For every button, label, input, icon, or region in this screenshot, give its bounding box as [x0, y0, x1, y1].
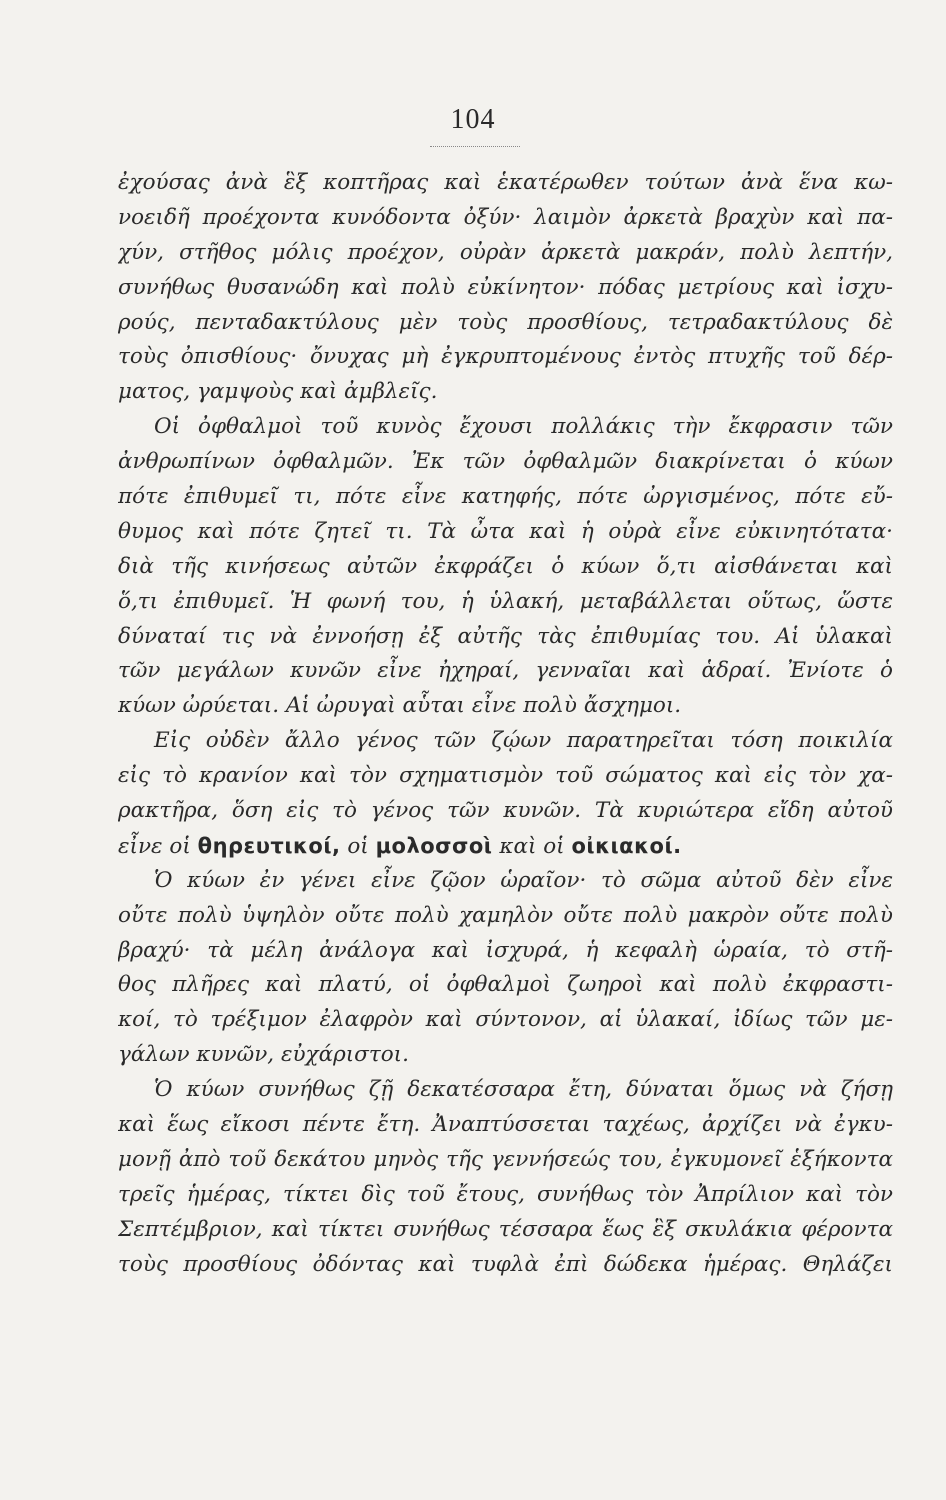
- text-line: τοὺς προσθίους ὀδόντας καὶ τυφλὰ ἐπὶ δώδεκα ἡμέρας. Θηλάζει: [118, 1251, 893, 1277]
- page-number: 104: [450, 104, 496, 135]
- text-line: κοί, τὸ τρέξιμον ἐλαφρὸν καὶ σύντονον, αἱ ὑλακαί, ἰδίως τῶν με-: [118, 1007, 893, 1033]
- text-line: τοὺς ὀπισθίους· ὄνυχας μὴ ἐγκρυπτομένους ἐντὸς πτυχῆς τοῦ δέρ-: [118, 344, 893, 370]
- header-rule: [430, 146, 520, 147]
- bold-term-molossian: μολοσσοὶ: [375, 833, 493, 858]
- text-line: νοειδῆ προέχοντα κυνόδοντα ὀξύν· λαιμὸν ἀρκετὰ βραχὺν καὶ πα-: [118, 204, 893, 230]
- paragraph-start-line: Οἱ ὀφθαλμοὶ τοῦ κυνὸς ἔχουσι πολλάκις τὴν ἔκφρασιν τῶν: [154, 414, 893, 440]
- text-line: μονῇ ἀπὸ τοῦ δεκάτου μηνὸς τῆς γεννήσεώς του, ἐγκυμονεῖ ἑξήκοντα: [118, 1146, 893, 1172]
- text-line: χύν, στῆθος μόλις προέχον, οὐρὰν ἀρκετὰ μακράν, πολὺ λεπτήν,: [118, 239, 893, 265]
- bold-term-hunting: θηρευτικοί,: [197, 833, 341, 858]
- text-line: ρούς, πενταδακτύλους μὲν τοὺς προσθίους, τετραδακτύλους δὲ: [118, 309, 893, 335]
- text-line: καὶ ἕως εἴκοσι πέντε ἔτη. Ἀναπτύσσεται ταχέως, ἀρχίζει νὰ ἐγκυ-: [118, 1112, 893, 1138]
- text-line: εἰς τὸ κρανίον καὶ τὸν σχηματισμὸν τοῦ σώματος καὶ εἰς τὸν χα-: [118, 763, 893, 789]
- text-line: συνήθως θυσανώδη καὶ πολὺ εὐκίνητον· πόδας μετρίους καὶ ἰσχυ-: [118, 274, 893, 300]
- text-line: ρακτῆρα, ὅση εἰς τὸ γένος τῶν κυνῶν. Τὰ κυριώτερα εἴδη αὐτοῦ: [118, 798, 893, 824]
- text-line: δύναταί τις νὰ ἐννοήσῃ ἐξ αὐτῆς τὰς ἐπιθυμίας του. Αἱ ὑλακαὶ: [118, 623, 893, 649]
- text-line: πότε ἐπιθυμεῖ τι, πότε εἶνε κατηφής, πότε ὠργισμένος, πότε εὔ-: [118, 484, 893, 510]
- text-line-with-bold-terms: [118, 829, 893, 864]
- paragraph-start-line: Ὁ κύων ἐν γένει εἶνε ζῷον ὡραῖον· τὸ σῶμα αὐτοῦ δὲν εἶνε: [154, 867, 893, 893]
- text-line: κύων ὠρύεται. Αἱ ὠρυγαὶ αὗται εἶνε πολὺ ἄσχημοι.: [118, 693, 682, 719]
- text-line: Σεπτέμβριον, καὶ τίκτει συνήθως τέσσαρα ἕως ἓξ σκυλάκια φέροντα: [118, 1216, 893, 1242]
- text-span: οἱ: [347, 833, 369, 859]
- text-line: θυμος καὶ πότε ζητεῖ τι. Τὰ ὦτα καὶ ἡ οὐρὰ εἶνε εὐκινητότατα·: [118, 518, 893, 544]
- text-line: βραχύ· τὰ μέλη ἀνάλογα καὶ ἰσχυρά, ἡ κεφαλὴ ὡραία, τὸ στῆ-: [118, 937, 893, 963]
- bold-term-domestic: οἰκιακοί.: [571, 833, 682, 858]
- text-line: οὔτε πολὺ ὑψηλὸν οὔτε πολὺ χαμηλὸν οὔτε πολὺ μακρὸν οὔτε πολὺ: [118, 902, 893, 928]
- body-text: [118, 166, 893, 1283]
- text-span: καὶ οἱ: [499, 833, 565, 859]
- paragraph-start-line: Ὁ κύων συνήθως ζῇ δεκατέσσαρα ἔτη, δύναται ὅμως νὰ ζήσῃ: [154, 1077, 893, 1103]
- text-line: θος πλῆρες καὶ πλατύ, οἱ ὀφθαλμοὶ ζωηροὶ καὶ πολὺ ἐκφραστι-: [118, 972, 893, 998]
- text-line: γάλων κυνῶν, εὐχάριστοι.: [118, 1042, 409, 1068]
- text-line: τρεῖς ἡμέρας, τίκτει δὶς τοῦ ἔτους, συνήθως τὸν Ἀπρίλιον καὶ τὸν: [118, 1181, 893, 1207]
- text-line: ἐχούσας ἀνὰ ἓξ κοπτῆρας καὶ ἑκατέρωθεν τούτων ἀνὰ ἕνα κω-: [118, 170, 893, 195]
- text-span: εἶνε οἱ: [118, 833, 191, 859]
- text-line: ἀνθρωπίνων ὀφθαλμῶν. Ἐκ τῶν ὀφθαλμῶν διακρίνεται ὁ κύων: [118, 449, 893, 475]
- text-line: ματος, γαμψοὺς καὶ ἀμβλεῖς.: [118, 379, 438, 405]
- text-line: διὰ τῆς κινήσεως αὐτῶν ἐκφράζει ὁ κύων ὅ,τι αἰσθάνεται καὶ: [118, 553, 893, 579]
- text-line: τῶν μεγάλων κυνῶν εἶνε ἠχηραί, γενναῖαι καὶ ἁδραί. Ἐνίοτε ὁ: [118, 658, 893, 684]
- text-line: ὅ,τι ἐπιθυμεῖ. Ἡ φωνή του, ἡ ὑλακή, μεταβάλλεται οὕτως, ὥστε: [118, 588, 893, 614]
- paragraph-start-line: Εἰς οὐδὲν ἄλλο γένος τῶν ζῴων παρατηρεῖται τόση ποικιλία: [154, 728, 893, 754]
